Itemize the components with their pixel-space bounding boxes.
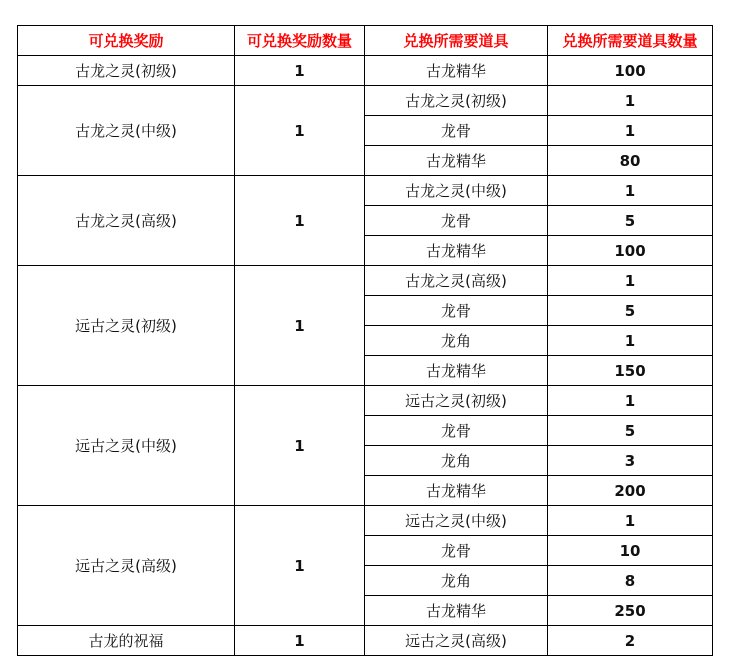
material-count-cell: 8 [548,566,713,596]
material-name-cell: 龙骨 [365,206,548,236]
material-count-cell: 10 [548,536,713,566]
reward-qty-cell: 1 [235,386,365,506]
reward-qty-cell: 1 [235,176,365,266]
material-name-cell: 古龙精华 [365,56,548,86]
material-count-cell: 2 [548,626,713,656]
material-count-cell: 250 [548,596,713,626]
material-name-cell: 远古之灵(初级) [365,386,548,416]
material-name-cell: 古龙精华 [365,356,548,386]
material-name-cell: 龙角 [365,446,548,476]
material-count-cell: 1 [548,506,713,536]
table-row [18,626,713,656]
material-count-cell: 80 [548,146,713,176]
table-row [18,86,713,116]
reward-qty-cell: 1 [235,56,365,86]
material-name-cell: 远古之灵(中级) [365,506,548,536]
material-count-cell: 1 [548,266,713,296]
material-count-cell: 200 [548,476,713,506]
material-name-cell: 龙角 [365,566,548,596]
material-name-cell: 古龙之灵(初级) [365,86,548,116]
table-row [18,266,713,296]
material-count-cell: 1 [548,386,713,416]
reward-qty-cell: 1 [235,266,365,386]
material-name-cell: 古龙之灵(高级) [365,266,548,296]
material-count-cell: 5 [548,206,713,236]
material-count-cell: 100 [548,56,713,86]
material-name-cell: 古龙精华 [365,236,548,266]
reward-name-cell: 古龙之灵(初级) [18,56,235,86]
reward-name-cell: 远古之灵(初级) [18,266,235,386]
reward-name-cell: 古龙的祝福 [18,626,235,656]
table-row [18,386,713,416]
reward-name-cell: 远古之灵(中级) [18,386,235,506]
material-name-cell: 龙骨 [365,536,548,566]
header-row [18,26,713,56]
exchange-table [17,25,713,656]
reward-qty-cell: 1 [235,626,365,656]
reward-name-cell: 远古之灵(高级) [18,506,235,626]
material-name-cell: 古龙之灵(中级) [365,176,548,206]
table-row [18,56,713,86]
table-body [18,56,713,656]
material-count-cell: 1 [548,176,713,206]
header-material-qty: 兑换所需要道具数量 [548,26,713,56]
material-name-cell: 远古之灵(高级) [365,626,548,656]
material-name-cell: 古龙精华 [365,596,548,626]
material-name-cell: 龙骨 [365,116,548,146]
material-count-cell: 1 [548,86,713,116]
material-count-cell: 100 [548,236,713,266]
material-count-cell: 150 [548,356,713,386]
reward-name-cell: 古龙之灵(中级) [18,86,235,176]
material-name-cell: 龙骨 [365,416,548,446]
material-name-cell: 古龙精华 [365,476,548,506]
material-name-cell: 龙骨 [365,296,548,326]
material-count-cell: 1 [548,326,713,356]
reward-qty-cell: 1 [235,506,365,626]
header-reward: 可兑换奖励 [18,26,235,56]
material-count-cell: 5 [548,296,713,326]
header-material: 兑换所需要道具 [365,26,548,56]
material-count-cell: 3 [548,446,713,476]
reward-name-cell: 古龙之灵(高级) [18,176,235,266]
material-count-cell: 1 [548,116,713,146]
material-name-cell: 龙角 [365,326,548,356]
table-row [18,506,713,536]
table-row [18,176,713,206]
header-reward-qty: 可兑换奖励数量 [235,26,365,56]
material-count-cell: 5 [548,416,713,446]
reward-qty-cell: 1 [235,86,365,176]
material-name-cell: 古龙精华 [365,146,548,176]
